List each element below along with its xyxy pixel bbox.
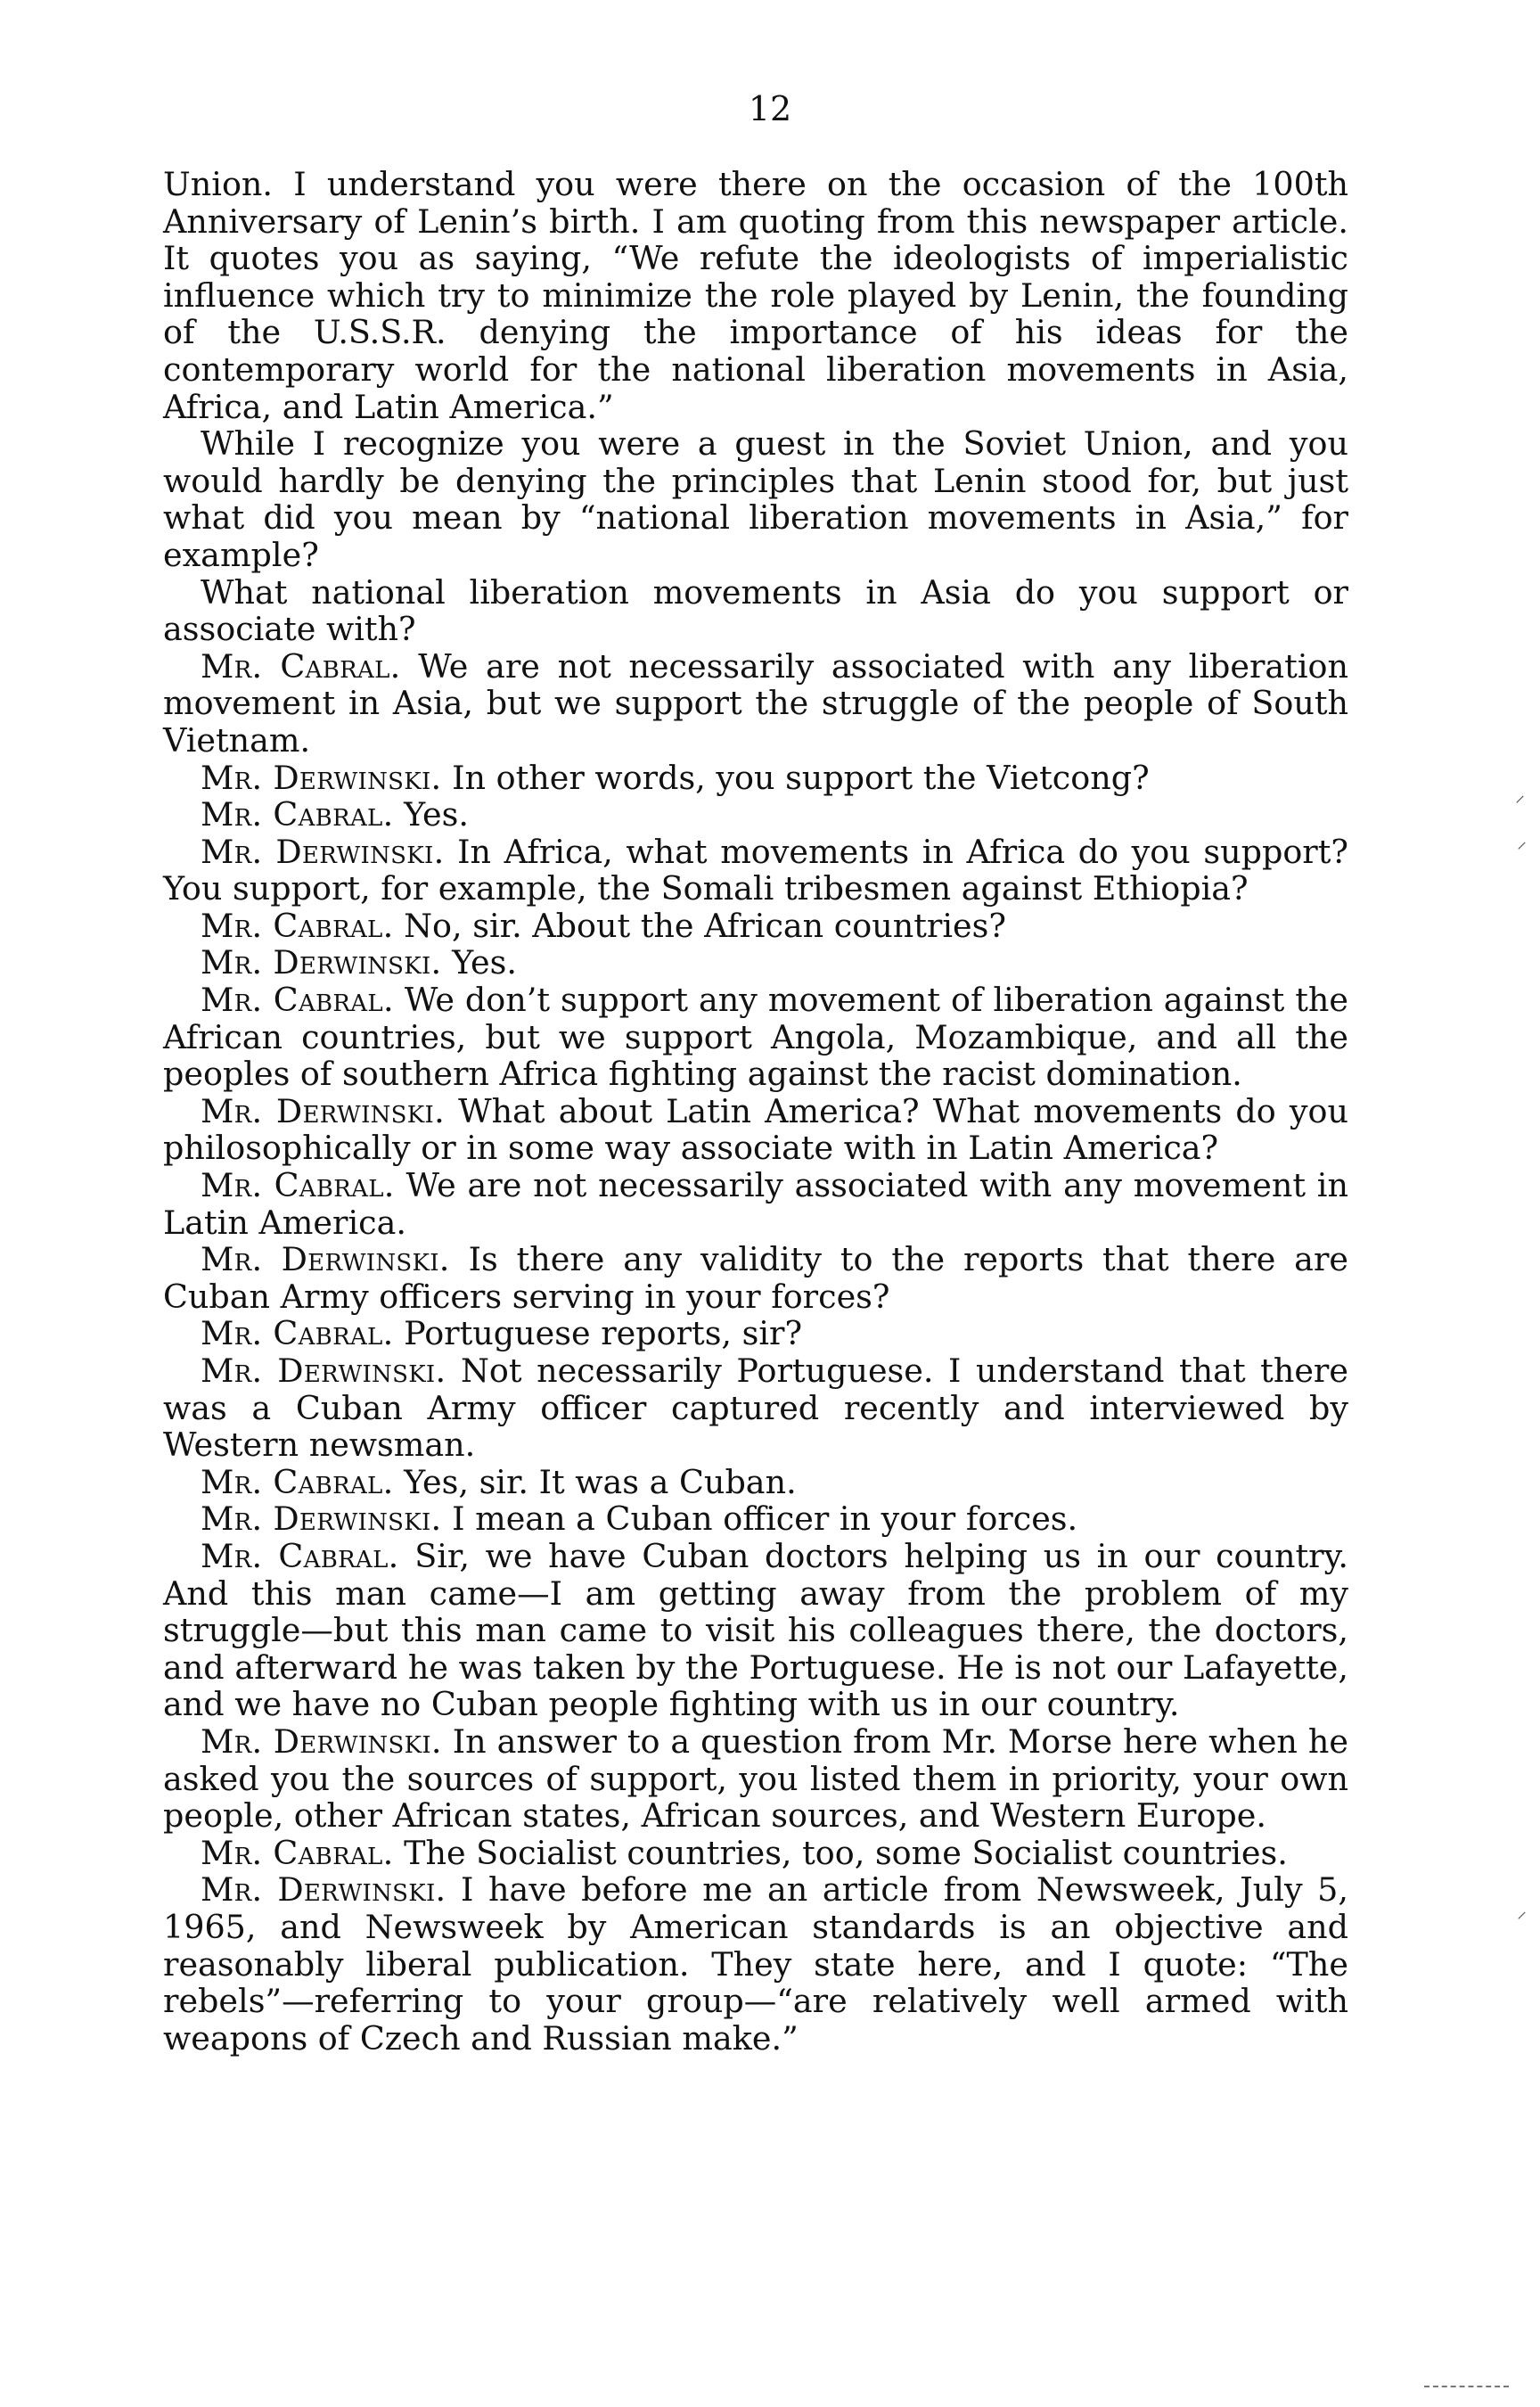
- paragraph-3: [163, 574, 1348, 648]
- speaker-label: Mr. Cabral.: [201, 1462, 394, 1501]
- paragraph-16: [163, 1464, 1348, 1501]
- paragraph-15: [163, 1352, 1348, 1464]
- speaker-label: Mr. Cabral.: [201, 1166, 395, 1205]
- paragraph-2: [163, 425, 1348, 573]
- speaker-label: Mr. Derwinski.: [201, 1499, 442, 1539]
- speaker-label: Mr. Derwinski.: [201, 758, 442, 797]
- paragraph-text: Sir, we have Cuban doctors helping us in our country. And this man came—I am getting away from the problem of my struggle—but this man came to visit his colleagues there, the doctors, and afterward he was taken by the Portuguese. He is not our Lafayette, and we have no Cuban people fighting with us in our country.: [163, 1536, 1348, 1724]
- paragraph-text: I have before me an article from Newsweek, July 5, 1965, and Newsweek by American standards is an objective and reasonably liberal publication. They state here, and I quote: “The rebels”—referring to your group—“are relatively well armed with weapons of Czech and Russian make.”: [163, 1870, 1348, 2058]
- paragraph-17: [163, 1500, 1348, 1538]
- paragraph-text: In Africa, what movements in Africa do you support? You support, for example, the Somali tribesmen against Ethiopia?: [163, 832, 1348, 908]
- paragraph-1: [163, 166, 1348, 425]
- speaker-label: Mr. Cabral.: [201, 981, 394, 1020]
- scan-mark: ⸝: [1517, 1901, 1528, 1923]
- paragraph-6: [163, 796, 1348, 834]
- paragraph-11: [163, 1093, 1348, 1167]
- paragraph-text: Yes.: [452, 943, 517, 982]
- paragraph-text: What national liberation movements in Asia do you support or associate with?: [163, 572, 1348, 649]
- paragraph-13: [163, 1241, 1348, 1315]
- paragraph-text: I mean a Cuban officer in your forces.: [452, 1499, 1078, 1539]
- paragraph-12: [163, 1167, 1348, 1241]
- paragraph-text: Is there any validity to the reports that there are Cuban Army officers serving in your forces?: [163, 1240, 1348, 1316]
- speaker-label: Mr. Derwinski.: [201, 1870, 446, 1910]
- paragraph-text: No, sir. About the African countries?: [404, 906, 1006, 945]
- speaker-label: Mr. Derwinski.: [201, 943, 442, 982]
- paragraph-4: [163, 648, 1348, 760]
- paragraph-9: [163, 944, 1348, 982]
- paragraph-text: Union. I understand you were there on the occasion of the 100th Anniversary of Lenin’s birth. I am quoting from this newspaper article. It quotes you as saying, “We refute the ideologists of imperialistic influence which try to minimize the role played by Lenin, the founding of the U.S.S.R. denying the importance of his ideas for the contemporary world for the national liberation movements in Asia, Africa, and Latin America.”: [163, 165, 1348, 426]
- speaker-label: Mr. Cabral.: [201, 646, 401, 686]
- scan-mark: ⸝: [1515, 785, 1526, 807]
- paragraph-8: [163, 908, 1348, 945]
- speaker-label: Mr. Derwinski.: [201, 1721, 442, 1761]
- paragraph-text: In other words, you support the Vietcong?: [452, 758, 1150, 797]
- paragraph-19: [163, 1723, 1348, 1835]
- speaker-label: Mr. Cabral.: [201, 906, 394, 945]
- paragraph-21: [163, 1871, 1348, 2057]
- scan-mark: ⸝: [1517, 831, 1528, 853]
- paragraph-5: [163, 760, 1348, 797]
- page-number: 12: [748, 89, 792, 128]
- paragraph-10: [163, 982, 1348, 1093]
- speaker-label: Mr. Cabral.: [201, 1314, 394, 1353]
- paragraph-20: [163, 1835, 1348, 1872]
- paragraph-text: We are not necessarily associated with any liberation movement in Asia, but we support the struggle of the people of South Vietnam.: [163, 646, 1348, 760]
- speaker-label: Mr. Derwinski.: [201, 1091, 445, 1130]
- paragraph-text: While I recognize you were a guest in the Soviet Union, and you would hardly be denying the principles that Lenin stood for, but just what did you mean by “national liberation movements in Asia,” for example?: [163, 424, 1348, 574]
- scan-edge-rule: [1424, 2386, 1509, 2387]
- paragraph-14: [163, 1315, 1348, 1352]
- paragraph-text: We are not necessarily associated with any movement in Latin America.: [163, 1166, 1348, 1242]
- paragraph-text: Yes, sir. It was a Cuban.: [404, 1462, 797, 1501]
- paragraph-text: Portuguese reports, sir?: [404, 1314, 803, 1353]
- speaker-label: Mr. Derwinski.: [201, 1240, 450, 1279]
- speaker-label: Mr. Derwinski.: [201, 832, 445, 871]
- paragraph-text: The Socialist countries, too, some Socialist countries.: [404, 1833, 1288, 1872]
- paragraph-7: [163, 834, 1348, 908]
- paragraph-text: Not necessarily Portuguese. I understand that there was a Cuban Army officer captured recently and interviewed by Western newsman.: [163, 1351, 1348, 1465]
- transcript-body: [163, 166, 1348, 2057]
- speaker-label: Mr. Cabral.: [201, 1833, 394, 1872]
- paragraph-18: [163, 1538, 1348, 1723]
- speaker-label: Mr. Cabral.: [201, 1536, 399, 1575]
- paragraph-text: What about Latin America? What movements do you philosophically or in some way associate with in Latin America?: [163, 1091, 1348, 1168]
- paragraph-text: We don’t support any movement of liberation against the African countries, but we support Angola, Mozambique, and all the peoples of southern Africa fighting against the racist domination.: [163, 981, 1348, 1094]
- paragraph-text: Yes.: [404, 795, 469, 834]
- speaker-label: Mr. Cabral.: [201, 795, 394, 834]
- paragraph-text: In answer to a question from Mr. Morse here when he asked you the sources of support, you listed them in priority, your own people, other African states, African sources, and Western Europe.: [163, 1721, 1348, 1836]
- speaker-label: Mr. Derwinski.: [201, 1351, 446, 1390]
